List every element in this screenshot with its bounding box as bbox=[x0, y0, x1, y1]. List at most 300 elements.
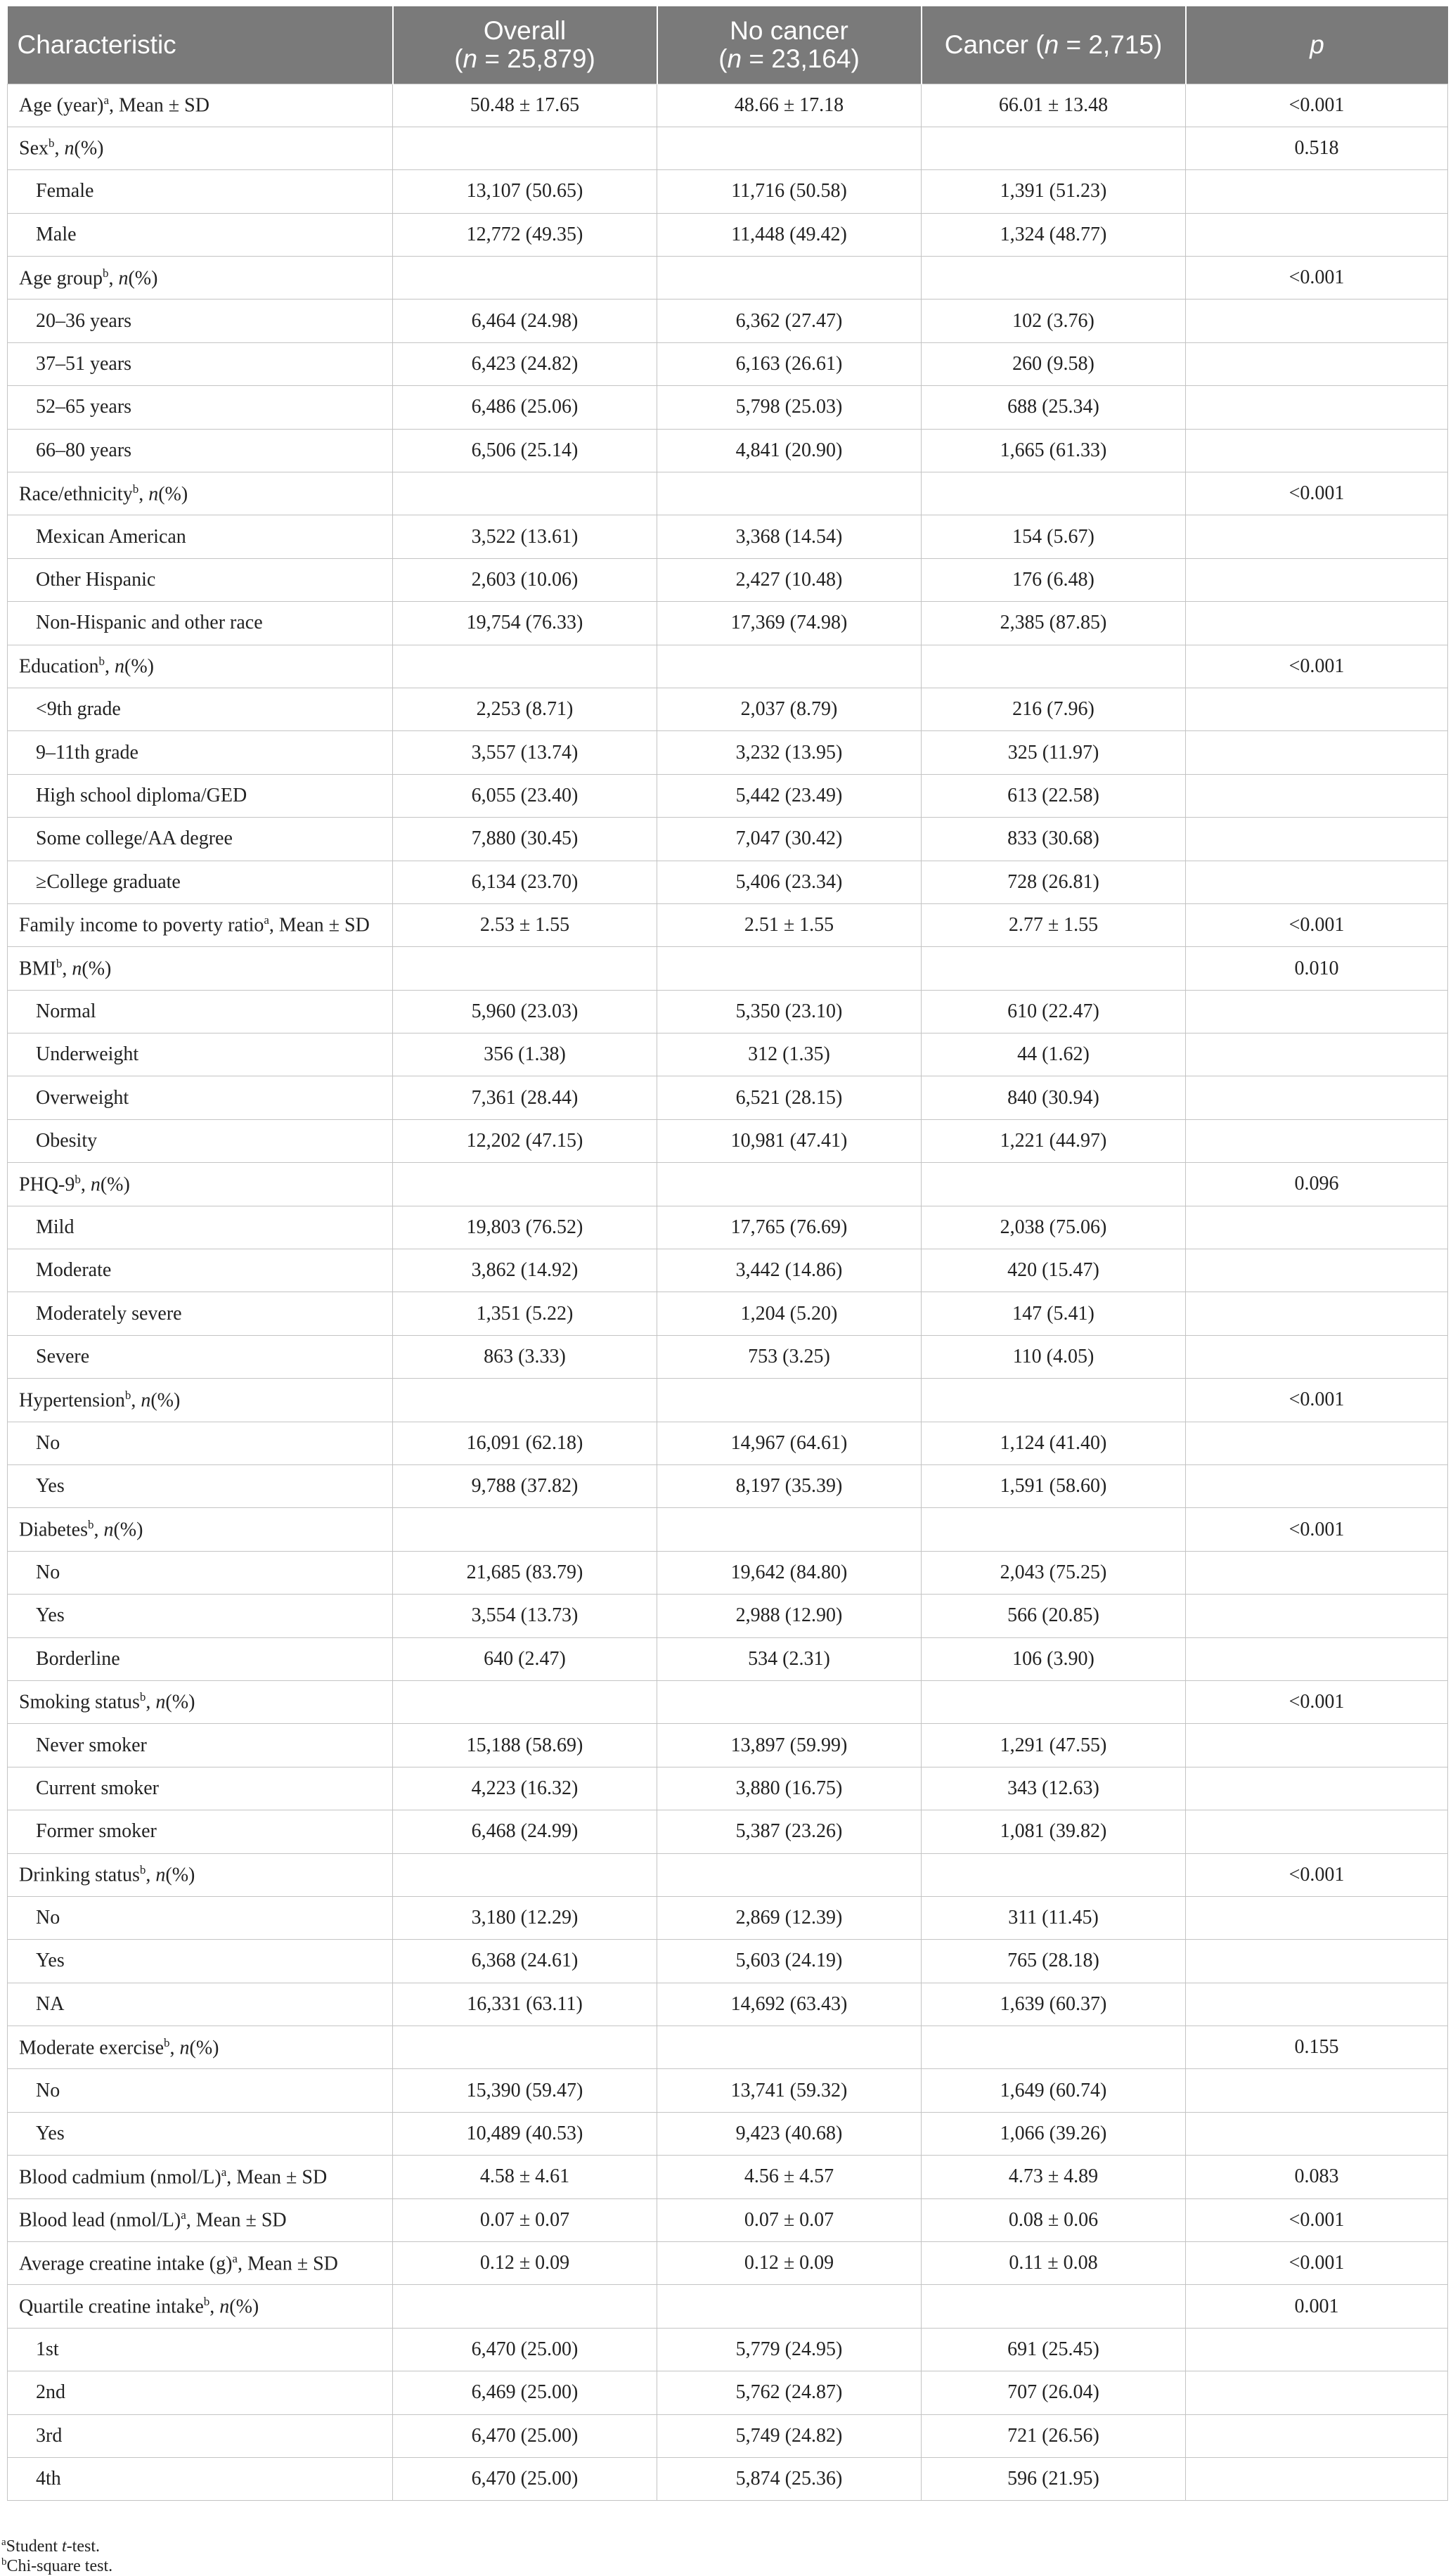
overall-cell bbox=[393, 127, 657, 169]
row-label: Education$^b$, n(%) bbox=[8, 645, 393, 688]
overall-cell: 3,557 (13.74) bbox=[393, 731, 657, 774]
table-row bbox=[8, 2457, 1448, 2500]
table-row bbox=[8, 1940, 1448, 1983]
row-label: 20–36 years bbox=[8, 300, 393, 342]
p-value-cell bbox=[1186, 1595, 1448, 1637]
row-label: Yes bbox=[8, 1595, 393, 1637]
overall-cell: 6,055 (23.40) bbox=[393, 774, 657, 817]
table-row bbox=[8, 1595, 1448, 1637]
overall-cell bbox=[393, 645, 657, 688]
table-row bbox=[8, 947, 1448, 990]
row-label: Blood cadmium (nmol/L)$^a$, Mean ± SD bbox=[8, 2156, 393, 2198]
cancer-cell: 147 (5.41) bbox=[922, 1292, 1186, 1335]
table-row bbox=[8, 515, 1448, 558]
row-label: Mexican American bbox=[8, 515, 393, 558]
table-row bbox=[8, 1292, 1448, 1335]
overall-cell: 19,803 (76.52) bbox=[393, 1206, 657, 1249]
no-cancer-cell: 13,741 (59.32) bbox=[657, 2069, 922, 2112]
row-label: Diabetes$^b$, n(%) bbox=[8, 1508, 393, 1551]
overall-cell: 3,180 (12.29) bbox=[393, 1896, 657, 1939]
table-row bbox=[8, 1508, 1448, 1551]
overall-cell bbox=[393, 1163, 657, 1206]
row-label: Age group$^b$, n(%) bbox=[8, 257, 393, 300]
p-value-cell bbox=[1186, 1896, 1448, 1939]
overall-cell: 2,603 (10.06) bbox=[393, 558, 657, 601]
overall-cell: 2.53 ± 1.55 bbox=[393, 903, 657, 946]
p-value-cell bbox=[1186, 1983, 1448, 2026]
row-label: <9th grade bbox=[8, 688, 393, 730]
no-cancer-cell: 9,423 (40.68) bbox=[657, 2112, 922, 2155]
table-row bbox=[8, 1465, 1448, 1508]
cancer-cell: 420 (15.47) bbox=[922, 1249, 1186, 1292]
no-cancer-cell: 6,362 (27.47) bbox=[657, 300, 922, 342]
cancer-cell: 0.08 ± 0.06 bbox=[922, 2198, 1186, 2241]
p-value-cell bbox=[1186, 688, 1448, 730]
overall-cell: 6,464 (24.98) bbox=[393, 300, 657, 342]
cancer-cell bbox=[922, 1853, 1186, 1896]
row-label: Normal bbox=[8, 990, 393, 1033]
overall-cell: 6,470 (25.00) bbox=[393, 2328, 657, 2371]
p-value-cell bbox=[1186, 213, 1448, 256]
table-row bbox=[8, 1810, 1448, 1853]
row-label: Former smoker bbox=[8, 1810, 393, 1853]
p-value-cell: <0.001 bbox=[1186, 1508, 1448, 1551]
cancer-cell: 1,391 (51.23) bbox=[922, 170, 1186, 213]
table-row bbox=[8, 342, 1448, 385]
overall-cell: 356 (1.38) bbox=[393, 1033, 657, 1076]
row-label: Moderately severe bbox=[8, 1292, 393, 1335]
cancer-cell: 1,291 (47.55) bbox=[922, 1724, 1186, 1767]
p-value-cell bbox=[1186, 1033, 1448, 1076]
p-value-cell bbox=[1186, 342, 1448, 385]
row-label-stat: , n(%) bbox=[62, 958, 112, 980]
table-row bbox=[8, 1379, 1448, 1422]
header-no-cancer-n: (n = 23,164) bbox=[718, 44, 860, 73]
p-value-cell bbox=[1186, 1119, 1448, 1162]
cancer-cell: 1,081 (39.82) bbox=[922, 1810, 1186, 1853]
no-cancer-cell: 3,232 (13.95) bbox=[657, 731, 922, 774]
row-label: Other Hispanic bbox=[8, 558, 393, 601]
row-label: No bbox=[8, 1896, 393, 1939]
cancer-cell: 325 (11.97) bbox=[922, 731, 1186, 774]
p-value-cell bbox=[1186, 2371, 1448, 2414]
overall-cell: 3,862 (14.92) bbox=[393, 1249, 657, 1292]
row-label: No bbox=[8, 1551, 393, 1594]
p-value-cell bbox=[1186, 990, 1448, 1033]
row-label: Never smoker bbox=[8, 1724, 393, 1767]
row-label: Family income to poverty ratio$^a$, Mean ± SD bbox=[8, 903, 393, 946]
row-label-stat: , n(%) bbox=[146, 1864, 195, 1886]
no-cancer-cell bbox=[657, 947, 922, 990]
overall-cell: 2,253 (8.71) bbox=[393, 688, 657, 730]
p-value-cell: <0.001 bbox=[1186, 1853, 1448, 1896]
p-value-cell bbox=[1186, 1292, 1448, 1335]
no-cancer-cell: 11,716 (50.58) bbox=[657, 170, 922, 213]
overall-cell: 6,506 (25.14) bbox=[393, 429, 657, 472]
row-label: Yes bbox=[8, 1465, 393, 1508]
overall-cell bbox=[393, 1379, 657, 1422]
row-label: Obesity bbox=[8, 1119, 393, 1162]
no-cancer-cell: 8,197 (35.39) bbox=[657, 1465, 922, 1508]
p-value-cell bbox=[1186, 558, 1448, 601]
p-value-cell bbox=[1186, 1637, 1448, 1680]
no-cancer-cell bbox=[657, 257, 922, 300]
table-row bbox=[8, 774, 1448, 817]
header-row bbox=[8, 6, 1448, 84]
overall-cell: 21,685 (83.79) bbox=[393, 1551, 657, 1594]
p-value-cell bbox=[1186, 2414, 1448, 2457]
no-cancer-cell bbox=[657, 472, 922, 515]
row-label: NA bbox=[8, 1983, 393, 2026]
no-cancer-cell: 11,448 (49.42) bbox=[657, 213, 922, 256]
table-row bbox=[8, 300, 1448, 342]
row-label: Borderline bbox=[8, 1637, 393, 1680]
overall-cell: 6,470 (25.00) bbox=[393, 2414, 657, 2457]
overall-cell: 12,202 (47.15) bbox=[393, 1119, 657, 1162]
p-value-cell: <0.001 bbox=[1186, 1680, 1448, 1723]
overall-cell: 6,468 (24.99) bbox=[393, 1810, 657, 1853]
row-label: Race/ethnicity$^b$, n(%) bbox=[8, 472, 393, 515]
table-row bbox=[8, 1076, 1448, 1119]
row-label: 66–80 years bbox=[8, 429, 393, 472]
no-cancer-cell: 3,368 (14.54) bbox=[657, 515, 922, 558]
p-value-cell: 0.518 bbox=[1186, 127, 1448, 169]
p-value-cell bbox=[1186, 386, 1448, 429]
cancer-cell: 707 (26.04) bbox=[922, 2371, 1186, 2414]
row-label-stat: , n(%) bbox=[54, 137, 104, 160]
p-value-cell bbox=[1186, 1810, 1448, 1853]
table-row bbox=[8, 472, 1448, 515]
row-label: Mild bbox=[8, 1206, 393, 1249]
table-row bbox=[8, 558, 1448, 601]
row-label: Current smoker bbox=[8, 1767, 393, 1810]
no-cancer-cell: 14,692 (63.43) bbox=[657, 1983, 922, 2026]
p-value-cell bbox=[1186, 1422, 1448, 1464]
p-value-cell bbox=[1186, 1076, 1448, 1119]
no-cancer-cell bbox=[657, 2285, 922, 2328]
cancer-cell: 106 (3.90) bbox=[922, 1637, 1186, 1680]
header-characteristic: Characteristic bbox=[8, 6, 393, 84]
row-label-stat: , n(%) bbox=[146, 1691, 195, 1713]
cancer-cell: 610 (22.47) bbox=[922, 990, 1186, 1033]
row-label-stat: , Mean ± SD bbox=[109, 94, 209, 117]
header-cancer: Cancer (n = 2,715) bbox=[922, 6, 1186, 84]
cancer-cell: 0.11 ± 0.08 bbox=[922, 2242, 1186, 2285]
row-label-stat: , n(%) bbox=[80, 1173, 130, 1196]
p-value-cell bbox=[1186, 602, 1448, 645]
cancer-cell: 1,324 (48.77) bbox=[922, 213, 1186, 256]
no-cancer-cell: 2,427 (10.48) bbox=[657, 558, 922, 601]
overall-cell: 4,223 (16.32) bbox=[393, 1767, 657, 1810]
cancer-cell: 343 (12.63) bbox=[922, 1767, 1186, 1810]
overall-cell: 16,091 (62.18) bbox=[393, 1422, 657, 1464]
cancer-cell bbox=[922, 1508, 1186, 1551]
table-row bbox=[8, 1767, 1448, 1810]
row-label: Underweight bbox=[8, 1033, 393, 1076]
no-cancer-cell: 534 (2.31) bbox=[657, 1637, 922, 1680]
overall-cell: 16,331 (63.11) bbox=[393, 1983, 657, 2026]
cancer-cell: 1,665 (61.33) bbox=[922, 429, 1186, 472]
p-value-cell bbox=[1186, 1465, 1448, 1508]
cancer-cell bbox=[922, 1379, 1186, 1422]
p-value-cell: 0.155 bbox=[1186, 2026, 1448, 2069]
no-cancer-cell: 6,163 (26.61) bbox=[657, 342, 922, 385]
table-row bbox=[8, 1033, 1448, 1076]
cancer-cell: 1,124 (41.40) bbox=[922, 1422, 1186, 1464]
row-label: 37–51 years bbox=[8, 342, 393, 385]
footnote-a: $^a$Student t-test. bbox=[1, 2537, 101, 2556]
row-label-stat: , Mean ± SD bbox=[186, 2209, 287, 2232]
no-cancer-cell: 1,204 (5.20) bbox=[657, 1292, 922, 1335]
row-label-stat: , n(%) bbox=[105, 655, 155, 678]
overall-cell: 6,423 (24.82) bbox=[393, 342, 657, 385]
no-cancer-cell: 0.12 ± 0.09 bbox=[657, 2242, 922, 2285]
cancer-cell: 66.01 ± 13.48 bbox=[922, 84, 1186, 127]
row-label: Moderate exercise$^b$, n(%) bbox=[8, 2026, 393, 2069]
row-label: Male bbox=[8, 213, 393, 256]
table-row bbox=[8, 731, 1448, 774]
p-value-cell bbox=[1186, 774, 1448, 817]
p-value-cell: <0.001 bbox=[1186, 2198, 1448, 2241]
row-label: No bbox=[8, 2069, 393, 2112]
table-row bbox=[8, 1163, 1448, 1206]
table-row bbox=[8, 645, 1448, 688]
cancer-cell: 1,649 (60.74) bbox=[922, 2069, 1186, 2112]
table-row bbox=[8, 170, 1448, 213]
overall-cell: 6,134 (23.70) bbox=[393, 861, 657, 903]
table-header bbox=[8, 6, 1448, 84]
cancer-cell bbox=[922, 2285, 1186, 2328]
no-cancer-cell: 10,981 (47.41) bbox=[657, 1119, 922, 1162]
p-value-cell bbox=[1186, 818, 1448, 861]
overall-cell: 9,788 (37.82) bbox=[393, 1465, 657, 1508]
cancer-cell: 721 (26.56) bbox=[922, 2414, 1186, 2457]
overall-cell: 5,960 (23.03) bbox=[393, 990, 657, 1033]
cancer-cell bbox=[922, 1680, 1186, 1723]
p-value-cell bbox=[1186, 861, 1448, 903]
no-cancer-cell: 5,798 (25.03) bbox=[657, 386, 922, 429]
overall-cell: 15,188 (58.69) bbox=[393, 1724, 657, 1767]
overall-cell bbox=[393, 1680, 657, 1723]
cancer-cell: 2,038 (75.06) bbox=[922, 1206, 1186, 1249]
table-row bbox=[8, 2414, 1448, 2457]
row-label: Female bbox=[8, 170, 393, 213]
p-value-cell bbox=[1186, 1940, 1448, 1983]
p-value-cell bbox=[1186, 731, 1448, 774]
cancer-cell: 613 (22.58) bbox=[922, 774, 1186, 817]
p-value-cell bbox=[1186, 2069, 1448, 2112]
row-label: BMI$^b$, n(%) bbox=[8, 947, 393, 990]
row-label: Sex$^b$, n(%) bbox=[8, 127, 393, 169]
row-label-stat: , n(%) bbox=[138, 482, 188, 505]
row-label: 2nd bbox=[8, 2371, 393, 2414]
overall-cell bbox=[393, 947, 657, 990]
p-value-cell: <0.001 bbox=[1186, 257, 1448, 300]
no-cancer-cell bbox=[657, 1163, 922, 1206]
cancer-cell: 102 (3.76) bbox=[922, 300, 1186, 342]
cancer-cell: 833 (30.68) bbox=[922, 818, 1186, 861]
overall-cell: 10,489 (40.53) bbox=[393, 2112, 657, 2155]
row-label: Blood lead (nmol/L)$^a$, Mean ± SD bbox=[8, 2198, 393, 2241]
overall-cell: 7,361 (28.44) bbox=[393, 1076, 657, 1119]
cancer-cell bbox=[922, 645, 1186, 688]
row-label-stat: , Mean ± SD bbox=[269, 914, 370, 936]
header-overall: Overall (n = 25,879) bbox=[393, 6, 657, 84]
no-cancer-cell bbox=[657, 645, 922, 688]
overall-cell: 1,351 (5.22) bbox=[393, 1292, 657, 1335]
table-row bbox=[8, 2069, 1448, 2112]
cancer-cell: 1,639 (60.37) bbox=[922, 1983, 1186, 2026]
p-value-cell bbox=[1186, 1206, 1448, 1249]
no-cancer-cell: 3,442 (14.86) bbox=[657, 1249, 922, 1292]
cancer-cell: 688 (25.34) bbox=[922, 386, 1186, 429]
row-label: Severe bbox=[8, 1335, 393, 1378]
no-cancer-cell: 5,442 (23.49) bbox=[657, 774, 922, 817]
p-value-cell: <0.001 bbox=[1186, 2242, 1448, 2285]
overall-cell bbox=[393, 1508, 657, 1551]
p-value-cell: <0.001 bbox=[1186, 1379, 1448, 1422]
p-value-cell bbox=[1186, 515, 1448, 558]
no-cancer-cell: 5,762 (24.87) bbox=[657, 2371, 922, 2414]
overall-cell: 12,772 (49.35) bbox=[393, 213, 657, 256]
cancer-cell: 176 (6.48) bbox=[922, 558, 1186, 601]
table-row bbox=[8, 602, 1448, 645]
no-cancer-cell: 5,874 (25.36) bbox=[657, 2457, 922, 2500]
overall-cell: 4.58 ± 4.61 bbox=[393, 2156, 657, 2198]
cancer-cell bbox=[922, 127, 1186, 169]
cancer-cell bbox=[922, 947, 1186, 990]
row-label: 52–65 years bbox=[8, 386, 393, 429]
no-cancer-cell: 312 (1.35) bbox=[657, 1033, 922, 1076]
no-cancer-cell: 5,749 (24.82) bbox=[657, 2414, 922, 2457]
row-label: Hypertension$^b$, n(%) bbox=[8, 1379, 393, 1422]
row-label: Drinking status$^b$, n(%) bbox=[8, 1853, 393, 1896]
no-cancer-cell: 2,037 (8.79) bbox=[657, 688, 922, 730]
table-row bbox=[8, 861, 1448, 903]
cancer-cell: 1,591 (58.60) bbox=[922, 1465, 1186, 1508]
row-label: Non-Hispanic and other race bbox=[8, 602, 393, 645]
p-value-cell bbox=[1186, 300, 1448, 342]
no-cancer-cell bbox=[657, 1379, 922, 1422]
table-row bbox=[8, 127, 1448, 169]
row-label: 9–11th grade bbox=[8, 731, 393, 774]
no-cancer-cell: 5,387 (23.26) bbox=[657, 1810, 922, 1853]
cancer-cell: 840 (30.94) bbox=[922, 1076, 1186, 1119]
p-value-cell: <0.001 bbox=[1186, 645, 1448, 688]
table-row bbox=[8, 1983, 1448, 2026]
table-row bbox=[8, 213, 1448, 256]
cancer-cell: 596 (21.95) bbox=[922, 2457, 1186, 2500]
no-cancer-cell bbox=[657, 2026, 922, 2069]
cancer-cell: 216 (7.96) bbox=[922, 688, 1186, 730]
p-value-cell: 0.010 bbox=[1186, 947, 1448, 990]
no-cancer-cell: 6,521 (28.15) bbox=[657, 1076, 922, 1119]
cancer-cell: 311 (11.45) bbox=[922, 1896, 1186, 1939]
cancer-cell: 2,043 (75.25) bbox=[922, 1551, 1186, 1594]
overall-cell: 863 (3.33) bbox=[393, 1335, 657, 1378]
cancer-cell: 110 (4.05) bbox=[922, 1335, 1186, 1378]
table-row bbox=[8, 1551, 1448, 1594]
header-overall-n: (n = 25,879) bbox=[454, 44, 595, 73]
no-cancer-cell: 2,869 (12.39) bbox=[657, 1896, 922, 1939]
overall-cell bbox=[393, 2285, 657, 2328]
no-cancer-cell: 5,406 (23.34) bbox=[657, 861, 922, 903]
table-row bbox=[8, 688, 1448, 730]
overall-cell: 3,522 (13.61) bbox=[393, 515, 657, 558]
table-row bbox=[8, 2156, 1448, 2198]
row-label: Overweight bbox=[8, 1076, 393, 1119]
table-row bbox=[8, 1680, 1448, 1723]
table-row bbox=[8, 903, 1448, 946]
p-value-cell: <0.001 bbox=[1186, 472, 1448, 515]
p-value-cell bbox=[1186, 1551, 1448, 1594]
table-row bbox=[8, 2112, 1448, 2155]
row-label-stat: , n(%) bbox=[169, 2036, 219, 2059]
overall-cell: 6,486 (25.06) bbox=[393, 386, 657, 429]
footnote-b: $^b$Chi-square test. bbox=[1, 2556, 113, 2575]
row-label: Yes bbox=[8, 1940, 393, 1983]
no-cancer-cell: 5,779 (24.95) bbox=[657, 2328, 922, 2371]
overall-cell: 7,880 (30.45) bbox=[393, 818, 657, 861]
overall-cell: 15,390 (59.47) bbox=[393, 2069, 657, 2112]
row-label: ≥College graduate bbox=[8, 861, 393, 903]
p-value-cell: <0.001 bbox=[1186, 903, 1448, 946]
row-label: Some college/AA degree bbox=[8, 818, 393, 861]
table-row bbox=[8, 1896, 1448, 1939]
no-cancer-cell: 5,350 (23.10) bbox=[657, 990, 922, 1033]
cancer-cell: 1,221 (44.97) bbox=[922, 1119, 1186, 1162]
cancer-cell: 2,385 (87.85) bbox=[922, 602, 1186, 645]
cancer-cell bbox=[922, 257, 1186, 300]
table-row bbox=[8, 429, 1448, 472]
no-cancer-cell: 19,642 (84.80) bbox=[657, 1551, 922, 1594]
no-cancer-cell: 17,369 (74.98) bbox=[657, 602, 922, 645]
row-label-stat: , n(%) bbox=[93, 1519, 143, 1541]
row-label: 1st bbox=[8, 2328, 393, 2371]
no-cancer-cell bbox=[657, 127, 922, 169]
no-cancer-cell: 4,841 (20.90) bbox=[657, 429, 922, 472]
no-cancer-cell bbox=[657, 1680, 922, 1723]
overall-cell: 50.48 ± 17.65 bbox=[393, 84, 657, 127]
no-cancer-cell bbox=[657, 1508, 922, 1551]
overall-cell: 6,368 (24.61) bbox=[393, 1940, 657, 1983]
no-cancer-cell: 17,765 (76.69) bbox=[657, 1206, 922, 1249]
no-cancer-cell bbox=[657, 1853, 922, 1896]
row-label-stat: , n(%) bbox=[131, 1389, 181, 1412]
overall-cell: 13,107 (50.65) bbox=[393, 170, 657, 213]
row-label: 4th bbox=[8, 2457, 393, 2500]
row-label: Age (year)$^a$, Mean ± SD bbox=[8, 84, 393, 127]
overall-cell bbox=[393, 2026, 657, 2069]
p-value-cell bbox=[1186, 1767, 1448, 1810]
row-label: High school diploma/GED bbox=[8, 774, 393, 817]
table-row bbox=[8, 990, 1448, 1033]
p-value-cell: 0.083 bbox=[1186, 2156, 1448, 2198]
table-row bbox=[8, 1853, 1448, 1896]
table-body bbox=[8, 84, 1448, 2501]
table-row bbox=[8, 818, 1448, 861]
row-label: No bbox=[8, 1422, 393, 1464]
p-value-cell bbox=[1186, 429, 1448, 472]
no-cancer-cell: 4.56 ± 4.57 bbox=[657, 2156, 922, 2198]
row-label: Quartile creatine intake$^b$, n(%) bbox=[8, 2285, 393, 2328]
p-value-cell bbox=[1186, 2328, 1448, 2371]
cancer-cell: 765 (28.18) bbox=[922, 1940, 1186, 1983]
p-value-cell bbox=[1186, 170, 1448, 213]
overall-cell: 640 (2.47) bbox=[393, 1637, 657, 1680]
no-cancer-cell: 5,603 (24.19) bbox=[657, 1940, 922, 1983]
row-label: PHQ-9$^b$, n(%) bbox=[8, 1163, 393, 1206]
